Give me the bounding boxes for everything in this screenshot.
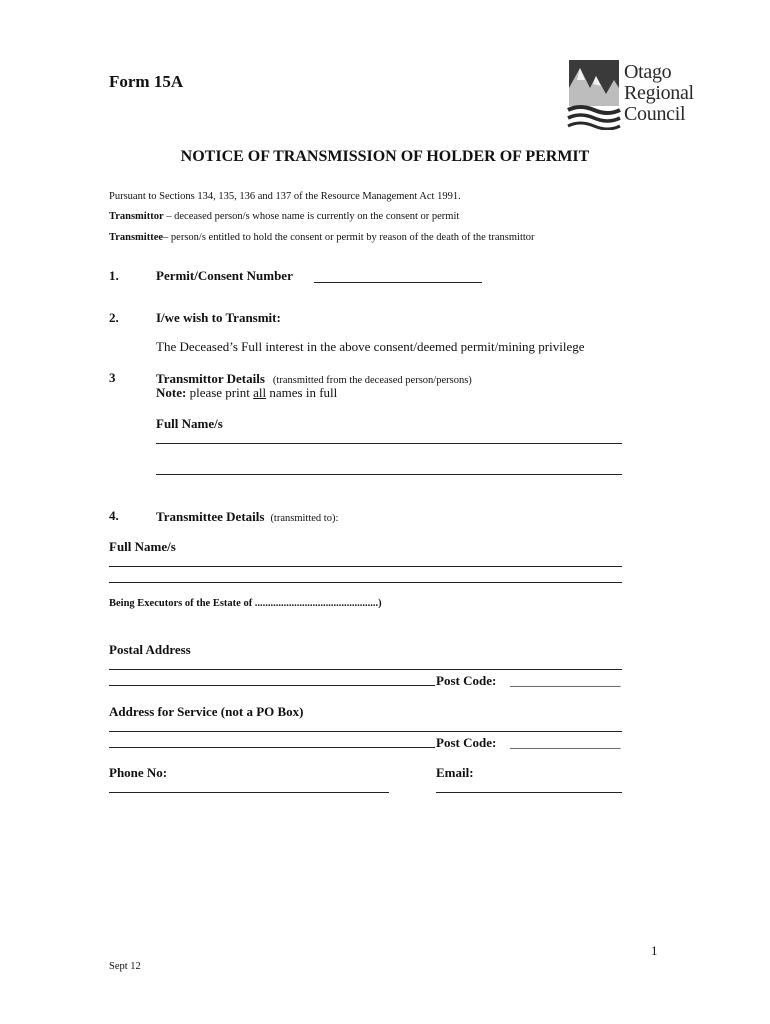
transmittee-details-heading bbox=[156, 508, 338, 526]
section-1-number: 1. bbox=[109, 268, 119, 283]
section-3-number: 3 bbox=[109, 370, 116, 385]
transmittee-details-sub: (transmitted to): bbox=[270, 513, 339, 524]
transmittor-details-sub: (transmitted from the deceased person/persons) bbox=[272, 375, 472, 386]
page-number: 1 bbox=[651, 943, 658, 958]
form-number: Form 15A bbox=[109, 72, 184, 91]
transmittee-full-names-label: Full Name/s bbox=[109, 539, 176, 554]
deceased-interest-text: The Deceased’s Full interest in the above consent/deemed permit/mining privilege bbox=[156, 339, 585, 354]
section-2-number: 2. bbox=[109, 310, 119, 325]
note-post: names in full bbox=[266, 385, 338, 400]
service-address-line-1[interactable] bbox=[109, 731, 622, 732]
logo-text bbox=[624, 62, 694, 125]
note-all: all bbox=[253, 385, 267, 400]
transmittee-details-label: Transmittee Details bbox=[156, 509, 265, 524]
postal-post-code-field[interactable]: _________________ bbox=[510, 673, 621, 688]
postal-post-code-label: Post Code: bbox=[436, 673, 497, 688]
transmittor-name-line-2[interactable] bbox=[156, 474, 622, 475]
note-label: Note: bbox=[156, 385, 187, 400]
pursuant-text: Pursuant to Sections 134, 135, 136 and 137 of the Resource Management Act 1991. bbox=[109, 191, 461, 202]
mountain-waves-icon bbox=[566, 58, 622, 130]
transmittor-term: Transmittor bbox=[109, 211, 164, 222]
service-post-code-field[interactable]: _________________ bbox=[510, 735, 621, 750]
transmittor-def-text: – deceased person/s whose name is currently on the consent or permit bbox=[163, 211, 460, 222]
wish-to-transmit-label: I/we wish to Transmit: bbox=[156, 310, 281, 325]
transmittor-name-line-1[interactable] bbox=[156, 443, 622, 444]
phone-label: Phone No: bbox=[109, 765, 168, 780]
section-4-number: 4. bbox=[109, 508, 119, 523]
postal-address-line-1[interactable] bbox=[109, 669, 622, 670]
transmittee-name-line-1[interactable] bbox=[109, 566, 622, 567]
logo-line-1: Otago bbox=[624, 61, 672, 83]
transmittor-details-label: Transmittor Details bbox=[156, 371, 265, 386]
transmittee-name-line-2[interactable] bbox=[109, 582, 622, 583]
service-address-line-2[interactable] bbox=[109, 747, 435, 748]
email-label: Email: bbox=[436, 765, 474, 780]
logo-line-3: Council bbox=[624, 103, 686, 125]
page-title: NOTICE OF TRANSMISSION OF HOLDER OF PERMIT bbox=[180, 148, 590, 165]
email-field[interactable] bbox=[436, 792, 622, 793]
executors-estate-field[interactable]: Being Executors of the Estate of ...............................................) bbox=[109, 598, 382, 609]
phone-field[interactable] bbox=[109, 792, 389, 793]
permit-consent-number-label: Permit/Consent Number bbox=[156, 268, 293, 283]
service-post-code-label: Post Code: bbox=[436, 735, 497, 750]
transmittor-definition bbox=[109, 211, 459, 222]
permit-consent-number-field[interactable] bbox=[314, 282, 482, 283]
service-address-label: Address for Service (not a PO Box) bbox=[109, 704, 304, 719]
note-pre: please print bbox=[186, 385, 254, 400]
transmittor-full-names-label: Full Name/s bbox=[156, 416, 223, 431]
otago-regional-council-logo bbox=[566, 58, 716, 130]
print-names-note bbox=[156, 385, 337, 401]
transmittee-definition bbox=[109, 232, 535, 243]
transmittee-def-text: – person/s entitled to hold the consent or permit by reason of the death of the transmittor bbox=[163, 232, 535, 243]
revision-date: Sept 12 bbox=[109, 961, 141, 972]
logo-line-2: Regional bbox=[624, 82, 694, 104]
postal-address-line-2[interactable] bbox=[109, 685, 435, 686]
postal-address-label: Postal Address bbox=[109, 642, 191, 657]
transmittee-term: Transmittee bbox=[109, 232, 164, 243]
